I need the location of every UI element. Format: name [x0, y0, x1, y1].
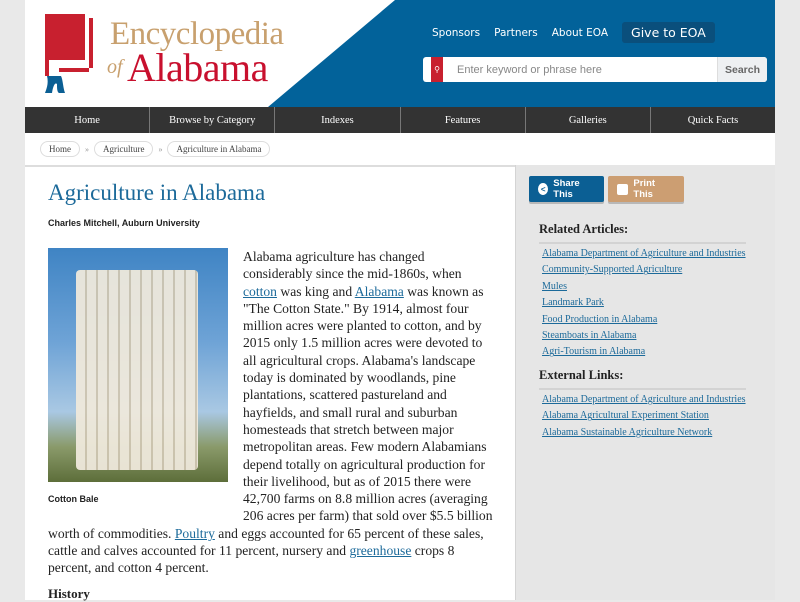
breadcrumb-agriculture[interactable]: Agriculture — [94, 141, 153, 157]
related-title: Related Articles: — [539, 222, 746, 244]
section-heading-history: History — [48, 585, 90, 601]
logo-encyclopedia: Encyclopedia — [110, 16, 284, 52]
paragraph-text: Alabama agriculture has changed considerably since the mid-1860s, when — [243, 249, 462, 282]
paragraph-text: was king and — [276, 283, 355, 299]
related-articles — [539, 222, 746, 361]
breadcrumb-current[interactable]: Agriculture in Alabama — [167, 141, 270, 157]
figure — [48, 248, 243, 508]
related-link[interactable]: Landmark Park — [542, 297, 604, 309]
logo-alabama: Alabama — [127, 45, 268, 90]
related-link[interactable]: Steamboats in Alabama — [542, 330, 637, 342]
image-caption: Cotton Bale — [48, 494, 99, 504]
external-link[interactable]: Alabama Department of Agriculture and Industries — [542, 394, 746, 405]
external-link[interactable]: Alabama Sustainable Agriculture Network — [542, 426, 713, 438]
nav-galleries[interactable]: Galleries — [526, 107, 651, 133]
sidebar — [515, 165, 775, 600]
page — [25, 0, 775, 600]
poultry-link[interactable]: Poultry — [174, 525, 215, 541]
print-button[interactable] — [608, 176, 684, 202]
search-bar — [423, 57, 767, 82]
page-title: Agriculture in Alabama — [48, 180, 266, 205]
breadcrumb-home[interactable]: Home — [40, 141, 80, 157]
nav-indexes[interactable]: Indexes — [275, 107, 400, 133]
greenhouse-link[interactable]: greenhouse — [349, 543, 412, 559]
external-links — [539, 368, 746, 441]
nav-features[interactable]: Features — [401, 107, 526, 133]
print-label: Print This — [633, 178, 656, 200]
alabama-link[interactable]: Alabama — [354, 283, 404, 299]
share-button[interactable] — [529, 176, 604, 202]
give-button[interactable]: Give to EOA — [622, 22, 715, 43]
printer-icon — [617, 184, 628, 195]
related-link[interactable]: Agri-Tourism in Alabama — [542, 346, 646, 358]
paragraph-text: crops 8 percent, and cotton 4 percent. — [48, 543, 455, 576]
main-nav — [25, 107, 775, 133]
related-link[interactable]: Mules — [542, 280, 567, 292]
alabama-map-icon — [43, 14, 105, 94]
breadcrumb — [40, 141, 270, 157]
search-button[interactable]: Search — [717, 57, 767, 82]
external-link[interactable]: Alabama Agricultural Experiment Station — [542, 410, 709, 422]
share-icon: < — [538, 183, 548, 195]
search-icon: ⚲ — [431, 57, 443, 82]
share-label: Share This — [553, 178, 580, 200]
nav-quick-facts[interactable]: Quick Facts — [687, 114, 739, 126]
site-header — [25, 0, 775, 107]
paragraph-text: was known as "The Cotton State." By 1914, almost four million acres were planted to cotton, and by 2015 only 1.5 million acres were devoted to all agricultural crops. Alabama's landscape today is dominated by woodlands, pine plantations, scattered pastureland and hayfields, and small rural and suburban homesteads that stretch between major metropolitan areas. Few modern Alabamians depend totally on agricultural production for their livelihood, but as of 2015 there were 42,700 farms on 8.8 million acres (averaging 206 acres per farm) that sold over $5.5 billion worth of commodities. — [48, 283, 493, 541]
author: Charles Mitchell, Auburn University — [48, 218, 200, 228]
partners-link[interactable]: Partners — [494, 26, 538, 39]
breadcrumb-separator: » — [158, 144, 163, 154]
breadcrumb-separator: » — [85, 144, 89, 154]
site-logo[interactable] — [43, 14, 284, 94]
about-link[interactable]: About EOA — [551, 26, 609, 39]
paragraph-text: and eggs accounted for 65 percent of these sales, cattle and calves accounted for 11 percent, nursery and — [48, 525, 484, 559]
cotton-link[interactable]: cotton — [243, 283, 277, 299]
related-link[interactable]: Alabama Department of Agriculture and Industries — [542, 248, 746, 259]
logo-of: of — [107, 56, 123, 78]
sponsors-link[interactable]: Sponsors — [432, 26, 481, 39]
article — [48, 180, 493, 602]
search-input[interactable] — [443, 57, 717, 82]
nav-home[interactable]: Home — [25, 107, 150, 133]
nav-browse[interactable]: Browse by Category — [150, 107, 275, 133]
related-link[interactable]: Food Production in Alabama — [542, 313, 658, 325]
external-title: External Links: — [539, 368, 746, 390]
related-link[interactable]: Community-Supported Agriculture — [542, 264, 683, 276]
top-links — [432, 22, 715, 43]
article-body — [48, 248, 493, 602]
cotton-bale-image[interactable] — [48, 248, 228, 482]
